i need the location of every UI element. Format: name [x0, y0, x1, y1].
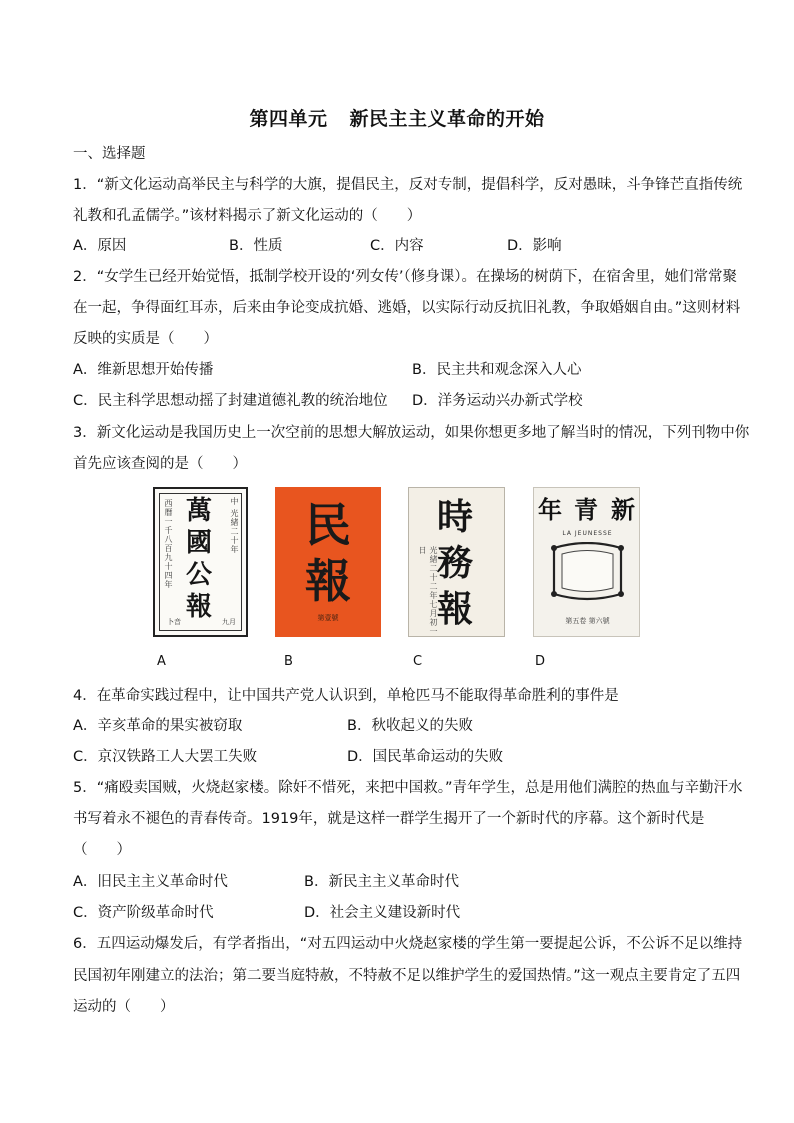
cover-c-side-text: 光緒二十二年七月初一日: [418, 546, 438, 636]
cover-d-subtitle: LA JEUNESSE: [562, 530, 613, 537]
cover-b-title: [275, 497, 381, 609]
cover-d-footer: 第五卷 第六號: [565, 617, 610, 625]
q1-option-c: C．内容: [370, 238, 424, 254]
unit-name: 新民主主义革命的开始: [349, 108, 545, 130]
cover-a-footer-left: 卜音: [167, 618, 181, 626]
cover-a-right-text: 光緒二十年: [230, 509, 239, 554]
q2-stem-line3: 反映的实质是（ ）: [73, 331, 218, 347]
q4-option-a: A．辛亥革命的果实被窃取: [73, 718, 243, 734]
q5-option-c: C．资产阶级革命时代: [73, 905, 214, 921]
q1-option-d: D．影响: [507, 238, 562, 254]
cover-label-a: A: [157, 654, 166, 669]
cover-a-char: 報: [186, 592, 213, 622]
cover-a-top-char: 中: [230, 497, 239, 505]
q2-option-a: A．维新思想开始传播: [73, 362, 214, 378]
cover-label-b: B: [284, 654, 293, 669]
cover-label-d: D: [535, 654, 546, 669]
q6-stem-line1: 6．五四运动爆发后，有学者指出，“对五四运动中火烧赵家楼的学生第一要提起公诉，不公诉不足以维持: [73, 936, 743, 952]
cover-b-char: 民: [305, 498, 351, 552]
cover-a-left-text: 西曆一千八百九十四年: [164, 499, 173, 589]
cover-b-char: 報: [305, 554, 351, 608]
cover-d-ornament: [546, 542, 629, 602]
cover-c-char: 時: [437, 496, 474, 538]
cover-a-char: 公: [186, 560, 213, 590]
cover-c-char: 務: [437, 542, 474, 584]
q1-stem-line1: 1．“新文化运动高举民主与科学的大旗，提倡民主，反对专制，提倡科学，反对愚昧，斗争锋芒直指传统: [73, 177, 743, 193]
q3-stem-line1: 3．新文化运动是我国历史上一次空前的思想大解放运动，如果你想更多地了解当时的情况，下列刊物中你: [73, 425, 750, 441]
q4-option-c: C．京汉铁路工人大罢工失败: [73, 749, 258, 765]
cover-d-char: 青: [574, 495, 598, 524]
q4-option-d: D．国民革命运动的失败: [347, 749, 504, 765]
unit-number: 第四单元: [249, 108, 328, 130]
cover-c-title: [437, 494, 473, 632]
cover-xin-qingnian: [533, 487, 640, 637]
q5-option-a: A．旧民主主义革命时代: [73, 874, 228, 890]
q5-stem-line1: 5．“痛殴卖国贼，火烧赵家楼。除奸不惜死，来把中国救。”青年学生，总是用他们满腔的热血与辛勤汗水: [73, 780, 743, 796]
q2-option-d: D．洋务运动兴办新式学校: [412, 393, 583, 409]
q4-stem-line1: 4．在革命实践过程中，让中国共产党人认识到，单枪匹马不能取得革命胜利的事件是: [73, 688, 619, 704]
section-heading: 一、选择题: [73, 146, 146, 162]
q1-option-b: B．性质: [229, 238, 283, 254]
q4-option-b: B．秋收起义的失败: [347, 718, 473, 734]
cover-a-footer-right: 九月: [222, 618, 236, 626]
unit-title: [0, 104, 794, 131]
q2-option-b: B．民主共和观念深入人心: [412, 362, 582, 378]
q2-stem-line1: 2．“女学生已经开始觉悟，抵制学校开设的‘列女传’（修身课）。在操场的树荫下，在宿舍里，她们常常聚: [73, 269, 737, 285]
cover-wanguo-gongbao: [153, 487, 248, 637]
cover-b-issue: 第壹號: [317, 614, 339, 622]
q5-option-b: B．新民主主义革命时代: [304, 874, 459, 890]
cover-label-c: C: [413, 654, 423, 669]
q6-stem-line2: 民国初年刚建立的法治；第二要当庭特赦，不特赦不足以维护学生的爱国热情。”这一观点主要肯定了五四: [73, 968, 741, 984]
cover-d-char: 年: [538, 495, 562, 524]
q1-stem-line2: 礼教和孔孟儒学。”该材料揭示了新文化运动的（ ）: [73, 208, 422, 224]
q1-option-a: A．原因: [73, 238, 127, 254]
q6-stem-line3: 运动的（ ）: [73, 999, 175, 1015]
cover-d-char: 新: [611, 495, 635, 524]
cover-shiwu-bao: [408, 487, 505, 637]
q2-option-c: C．民主科学思想动摇了封建道德礼教的统治地位: [73, 393, 388, 409]
q2-stem-line2: 在一起，争得面红耳赤，后来由争论变成抗婚、逃婚，以实际行动反抗旧礼教，争取婚姻自由。”这则材料: [73, 300, 741, 316]
q3-stem-line2: 首先应该查阅的是（ ）: [73, 456, 247, 472]
q5-stem-line3: （ ）: [73, 842, 131, 858]
q5-stem-line2: 书写着永不褪色的青春传奇。1919年，就是这样一群学生揭开了一个新时代的序幕。这个新时代是: [73, 811, 705, 827]
q5-option-d: D．社会主义建设新时代: [304, 905, 461, 921]
cover-a-title: [186, 495, 212, 623]
cover-a-char: 萬: [186, 496, 213, 526]
cover-a-char: 國: [186, 528, 213, 558]
cover-c-char: 報: [437, 588, 474, 630]
cover-min-bao: [275, 487, 381, 637]
